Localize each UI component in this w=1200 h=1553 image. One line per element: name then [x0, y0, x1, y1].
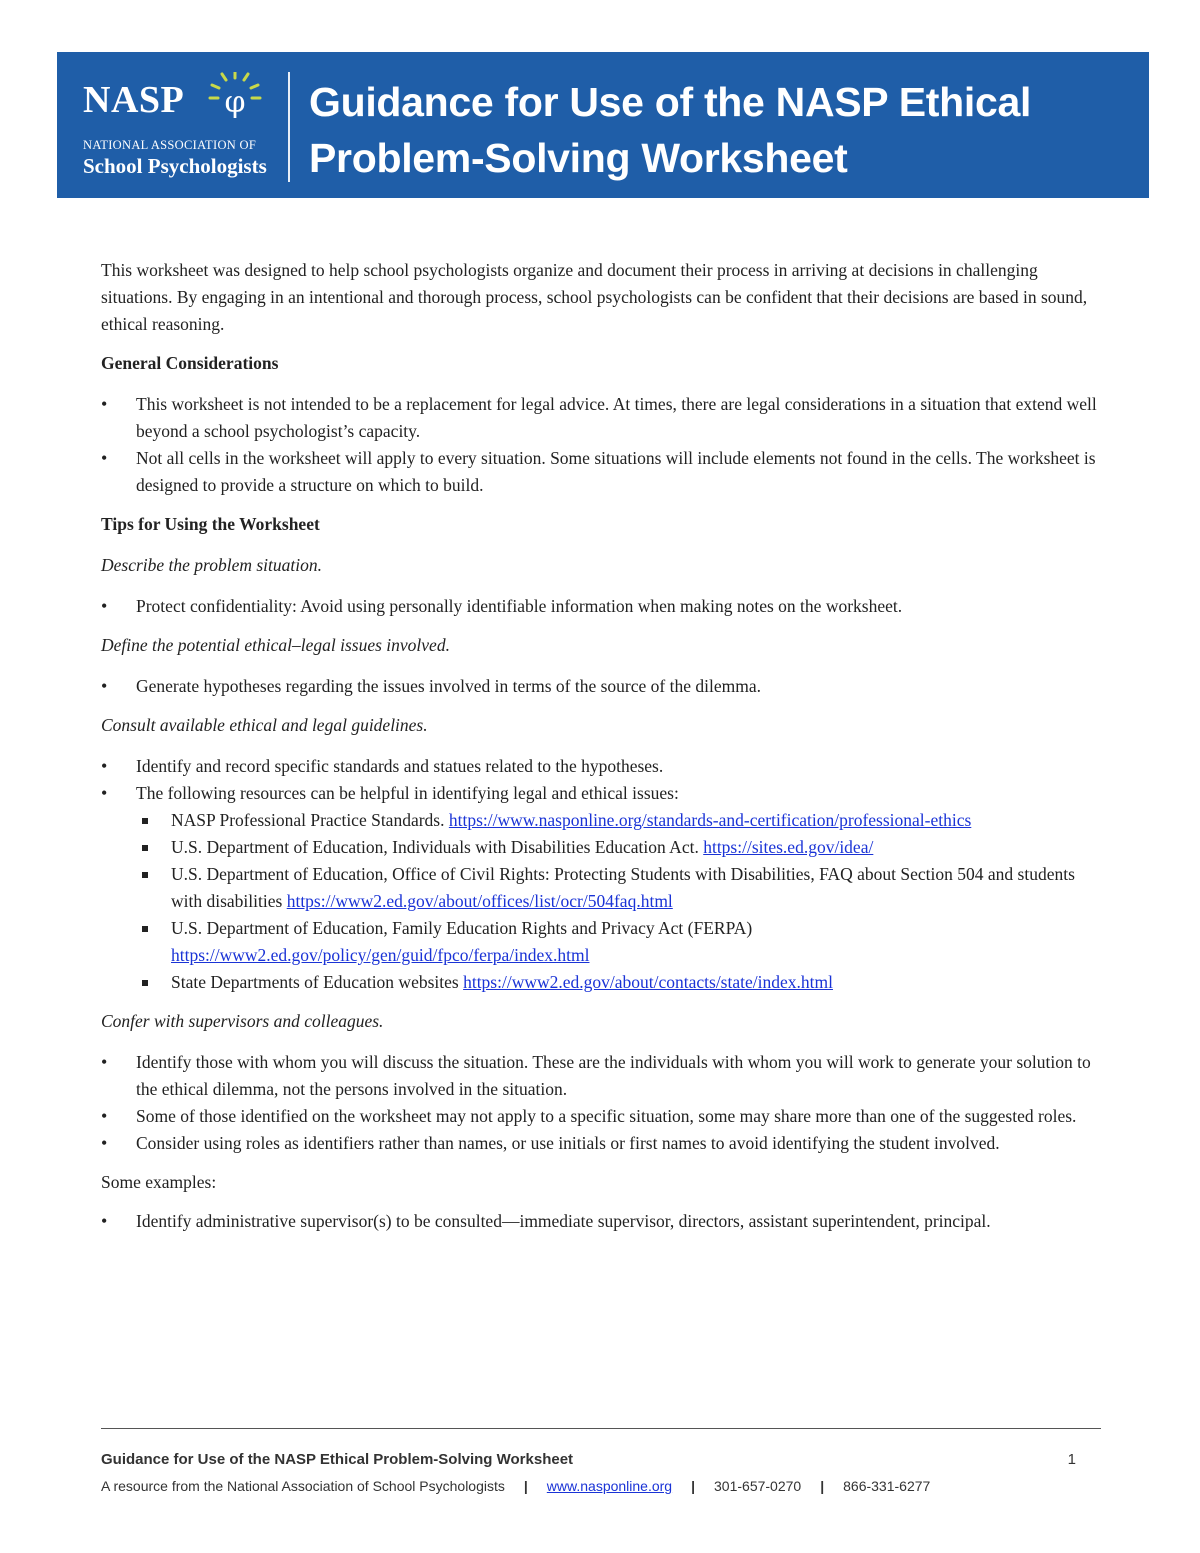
header-banner [57, 52, 1149, 198]
footer-separator: | [691, 1478, 696, 1494]
consult-subheading: Consult available ethical and legal guidelines. [101, 715, 428, 735]
page-title [309, 74, 1129, 186]
consult-list [101, 753, 1101, 996]
bullet-icon: • [101, 1052, 108, 1072]
footer-separator: | [820, 1478, 825, 1494]
nasp-ethics-link[interactable]: https://www.nasponline.org/standards-and-certification/professional-ethics [448, 810, 972, 830]
confer-subheading: Confer with supervisors and colleagues. [101, 1011, 384, 1031]
list-item: • Consider using roles as identifiers rather than names, or use initials or first names to avoid identifying the student involved. [101, 1130, 1101, 1157]
document-body [101, 257, 1101, 1247]
describe-subheading: Describe the problem situation. [101, 555, 322, 575]
square-bullet-icon [142, 872, 148, 878]
square-bullet-icon [142, 926, 148, 932]
banner-divider [288, 72, 290, 182]
footer-contact-line [101, 1476, 1076, 1496]
general-considerations-heading: General Considerations [101, 353, 279, 373]
bullet-icon: • [101, 783, 108, 803]
list-item: • Not all cells in the worksheet will apply to every situation. Some situations will include elements not found in the cells. The worksheet is designed to provide a structure on which to build. [101, 445, 1101, 499]
resource-item: U.S. Department of Education, Office of Civil Rights: Protecting Students with Disabilities, FAQ about Section 504 and students with disabilities https://www2.ed.gov/about/offices/list/ocr/504faq.html [136, 861, 1101, 915]
bullet-icon: • [101, 676, 108, 696]
idea-link[interactable]: https://sites.ed.gov/idea/ [703, 837, 874, 857]
list-item: • Protect confidentiality: Avoid using personally identifiable information when making notes on the worksheet. [101, 593, 1101, 620]
confer-list [101, 1049, 1101, 1157]
list-item: • Identify those with whom you will discuss the situation. These are the individuals with whom you will work to generate your solution to the ethical dilemma, not the persons involved in the situation. [101, 1049, 1101, 1103]
svg-text:φ: φ [224, 85, 246, 120]
square-bullet-icon [142, 818, 148, 824]
resource-item: U.S. Department of Education, Family Education Rights and Privacy Act (FERPA) https://www2.ed.gov/policy/gen/guid/fpco/ferpa/index.html [136, 915, 1101, 969]
state-departments-link[interactable]: https://www2.ed.gov/about/contacts/state/index.html [463, 972, 833, 992]
describe-list [101, 593, 1101, 620]
examples-label: Some examples: [101, 1172, 217, 1192]
list-item: • Identify administrative supervisor(s) to be consulted—immediate supervisor, directors, assistant superintendent, principal. [101, 1208, 1101, 1235]
footer-separator: | [523, 1478, 528, 1494]
general-considerations-list [101, 391, 1101, 499]
resource-item: NASP Professional Practice Standards. https://www.nasponline.org/standards-and-certification/professional-ethics [136, 807, 1101, 834]
footer-divider [101, 1428, 1101, 1429]
examples-list [101, 1208, 1101, 1235]
footer-title: Guidance for Use of the NASP Ethical Problem-Solving Worksheet 1 [101, 1451, 1076, 1468]
bullet-icon: • [101, 756, 108, 776]
website-link[interactable]: www.nasponline.org [546, 1478, 673, 1494]
list-item: • Some of those identified on the worksheet may not apply to a specific situation, some may share more than one of the suggested roles. [101, 1103, 1101, 1130]
title-line-1: Guidance for Use of the NASP Ethical [309, 79, 1032, 125]
bullet-icon: • [101, 1211, 108, 1231]
phone-number-2: 866-331-6277 [843, 1478, 931, 1494]
resource-item: U.S. Department of Education, Individuals with Disabilities Education Act. https://sites.ed.gov/idea/ [136, 834, 1101, 861]
list-item: • Identify and record specific standards and statues related to the hypotheses. [101, 753, 1101, 780]
list-item: • The following resources can be helpful in identifying legal and ethical issues: NASP Professional Practice Standards. https://www.nasponline.org/standards-and-certification/professional-ethics U.S. Department of Education, Individuals with Disabilities Education Act. https://sites.ed.gov/idea/ U.S. Department of Education, Office of Civil Rights: Protecting Students with Disabilities, FAQ about Section 504 and students with disabilities https://www2.ed.gov/about/offices/list/ocr/504faq.html U.S. Department of Education, Family Education Rights and Privacy Act (FERPA) https://www2.ed.gov/policy/gen/guid/fpco/ferpa/index.html State Departments of Education websites https://www2.ed.gov/about/contacts/state/index.html [101, 780, 1101, 996]
phone-number-1: 301-657-0270 [714, 1478, 802, 1494]
list-item: • This worksheet is not intended to be a replacement for legal advice. At times, there are legal considerations in a situation that extend well beyond a school psychologist’s capacity. [101, 391, 1101, 445]
ocr-504-link[interactable]: https://www2.ed.gov/about/offices/list/ocr/504faq.html [286, 891, 673, 911]
footer-resource-text: A resource from the National Association of School Psychologists [101, 1478, 505, 1494]
define-list [101, 673, 1101, 700]
bullet-icon: • [101, 596, 108, 616]
page-footer [101, 1450, 1076, 1496]
tips-heading: Tips for Using the Worksheet [101, 514, 320, 534]
list-item: • Generate hypotheses regarding the issues involved in terms of the source of the dilemma. [101, 673, 1101, 700]
logo-subtitle-line1: NATIONAL ASSOCIATION OF [83, 138, 257, 152]
title-line-2: Problem-Solving Worksheet [309, 135, 848, 181]
logo-subtitle-line2: School Psychologists [83, 154, 267, 178]
logo-wordmark: NASP [83, 79, 185, 121]
bullet-icon: • [101, 1133, 108, 1153]
psi-leaf-icon [204, 72, 266, 126]
bullet-icon: • [101, 448, 108, 468]
define-subheading: Define the potential ethical–legal issues involved. [101, 635, 450, 655]
resources-list [136, 807, 1101, 996]
bullet-icon: • [101, 394, 108, 414]
page-number: 1 [1067, 1451, 1076, 1468]
ferpa-link[interactable]: https://www2.ed.gov/policy/gen/guid/fpco/ferpa/index.html [171, 945, 590, 965]
square-bullet-icon [142, 980, 148, 986]
bullet-icon: • [101, 1106, 108, 1126]
nasp-logo[interactable] [83, 78, 283, 178]
intro-paragraph: This worksheet was designed to help school psychologists organize and document their process in arriving at decisions in challenging situations. By engaging in an intentional and thorough process, school psychologists can be confident that their decisions are based in sound, ethical reasoning. [101, 260, 1088, 334]
resource-item: State Departments of Education websites https://www2.ed.gov/about/contacts/state/index.html [136, 969, 1101, 996]
square-bullet-icon [142, 845, 148, 851]
